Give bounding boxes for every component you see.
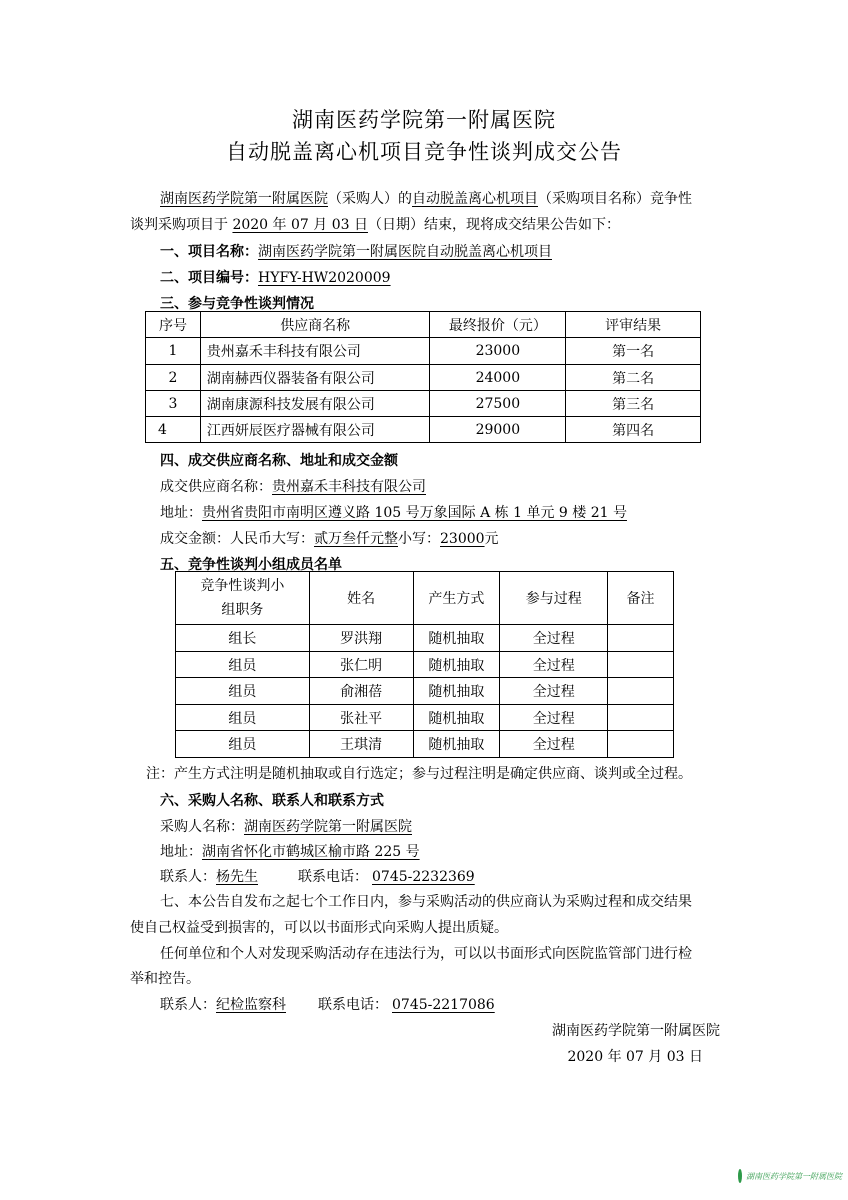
intro-line2-pre: 谈判采购项目于 (130, 217, 228, 233)
footer-org: 湖南医药学院第一附属医院 (552, 1023, 720, 1039)
table-row (146, 391, 701, 417)
buyer-name: 湖南医药学院第一附属医院 (244, 819, 412, 835)
member-name: 张社平 (309, 705, 413, 731)
intro-buyer-note: （采购人）的 (328, 191, 412, 207)
header-cell: 评审结果 (566, 312, 701, 338)
winner-name-line (160, 476, 426, 496)
winner-address-label: 地址： (160, 505, 202, 521)
member-remark (608, 731, 674, 758)
amount-label: 成交金额：人民币大写： (160, 531, 314, 547)
intro-buyer: 湖南医药学院第一附属医院 (160, 191, 328, 207)
amount-upper: 贰万叁仟元整 (314, 531, 398, 547)
header-cell: 竞争性谈判小 组职务 (176, 572, 310, 625)
review-result: 第四名 (566, 417, 701, 443)
page-subtitle: 自动脱盖离心机项目竞争性谈判成交公告 (226, 140, 622, 164)
buyer-name-label: 采购人名称： (160, 819, 244, 835)
table-row (146, 417, 701, 443)
member-name: 王琪清 (309, 731, 413, 758)
header-cell: 序号 (146, 312, 201, 338)
project-name: 湖南医药学院第一附属医院自动脱盖离心机项目 (258, 244, 552, 260)
header-cell: 备注 (608, 572, 674, 625)
member-remark (608, 705, 674, 731)
supplier-name: 江西妍辰医疗器械有限公司 (200, 417, 430, 443)
table-row (176, 678, 674, 705)
buyer-contact-label: 联系人： (160, 869, 216, 885)
s7-p1-line1: 七、本公告自发布之起七个工作日内，参与采购活动的供应商认为采购过程和成交结果 (160, 894, 692, 910)
amount-lower: 23000 (440, 531, 485, 547)
supervision-contact-label: 联系人： (160, 997, 216, 1013)
intro-project-note: （采购项目名称）竞争性 (538, 191, 692, 207)
winner-address: 贵州省贵阳市南明区遵义路 105 号万象国际 A 栋 1 单元 9 楼 21 号 (202, 505, 627, 521)
section-3-label: 三、参与竞争性谈判情况 (160, 296, 314, 312)
member-name: 张仁明 (309, 652, 413, 678)
table-row (176, 731, 674, 758)
table-row (146, 338, 701, 365)
buyer-address-label: 地址： (160, 844, 202, 860)
buyer-phone: 0745-2232369 (372, 869, 475, 885)
member-method: 随机抽取 (413, 652, 500, 678)
supervision-phone: 0745-2217086 (392, 997, 495, 1013)
hospital-logo (738, 1167, 842, 1185)
winner-name-label: 成交供应商名称： (160, 479, 272, 495)
header-cell: 最终报价（元） (430, 312, 566, 338)
section-2 (160, 267, 391, 287)
footer-date: 2020 年 07 月 03 日 (567, 1049, 703, 1065)
member-role: 组员 (176, 678, 310, 705)
final-price: 24000 (430, 365, 566, 391)
member-process: 全过程 (500, 625, 608, 652)
member-remark (608, 652, 674, 678)
header-cell: 产生方式 (413, 572, 500, 625)
buyer-contact: 杨先生 (216, 869, 258, 885)
buyer-contact-line (160, 866, 479, 886)
winner-address-line (160, 502, 627, 522)
supervision-phone-label: 联系电话： (318, 997, 388, 1013)
header-cell: 供应商名称 (200, 312, 430, 338)
intro-line2-post: （日期）结束，现将成交结果公告如下： (367, 217, 620, 233)
review-result: 第三名 (566, 391, 701, 417)
row-index: 1 (146, 338, 201, 365)
intro-line-2 (130, 214, 620, 234)
s7-p2-line1: 任何单位和个人对发现采购活动存在违法行为，可以以书面形式向医院监管部门进行检 (160, 946, 692, 962)
buyer-address: 湖南省怀化市鹤城区榆市路 225 号 (202, 844, 420, 860)
member-method: 随机抽取 (413, 625, 500, 652)
section-6-label: 六、采购人名称、联系人和联系方式 (160, 793, 384, 809)
winner-name: 贵州嘉禾丰科技有限公司 (272, 479, 426, 495)
member-remark (608, 625, 674, 652)
table-row (176, 652, 674, 678)
supervision-contact-line (160, 994, 499, 1014)
member-name: 俞湘蓓 (309, 678, 413, 705)
supplier-name: 贵州嘉禾丰科技有限公司 (200, 338, 430, 365)
buyer-address-line (160, 841, 420, 861)
winner-amount-line (160, 528, 499, 548)
member-process: 全过程 (500, 705, 608, 731)
member-process: 全过程 (500, 731, 608, 758)
section-2-label: 二、项目编号： (160, 270, 258, 286)
panel-table (175, 571, 674, 758)
intro-line-1 (160, 188, 692, 208)
intro-project: 自动脱盖离心机项目 (412, 191, 538, 207)
member-process: 全过程 (500, 678, 608, 705)
member-process: 全过程 (500, 652, 608, 678)
supervision-contact: 纪检监察科 (216, 997, 286, 1013)
table-note: 注：产生方式注明是随机抽取或自行选定；参与过程注明是确定供应商、谈判或全过程。 (146, 766, 692, 782)
hospital-logo-icon (738, 1169, 742, 1183)
intro-date: 2020 年 07 月 03 日 (232, 217, 368, 233)
section-1-label: 一、项目名称： (160, 244, 258, 260)
review-result: 第二名 (566, 365, 701, 391)
supplier-name: 湖南康源科技发展有限公司 (200, 391, 430, 417)
s7-p2-line2: 举和控告。 (130, 971, 200, 987)
amount-unit: 元 (484, 531, 499, 547)
member-role: 组员 (176, 652, 310, 678)
section-5-label: 五、竞争性谈判小组成员名单 (160, 557, 342, 573)
amount-small-label: 小写： (398, 531, 440, 547)
final-price: 27500 (430, 391, 566, 417)
member-role: 组员 (176, 705, 310, 731)
member-method: 随机抽取 (413, 731, 500, 758)
hospital-logo-text: 湖南医药学院第一附属医院 (746, 1171, 842, 1181)
buyer-phone-label: 联系电话： (298, 869, 368, 885)
member-role: 组员 (176, 731, 310, 758)
review-result: 第一名 (566, 338, 701, 365)
member-method: 随机抽取 (413, 678, 500, 705)
bid-table-header (146, 312, 701, 338)
panel-table-header (176, 572, 674, 625)
supplier-name: 湖南赫西仪器装备有限公司 (200, 365, 430, 391)
project-number: HYFY-HW2020009 (258, 270, 391, 286)
final-price: 23000 (430, 338, 566, 365)
member-remark (608, 678, 674, 705)
header-cell: 姓名 (309, 572, 413, 625)
bid-table (145, 311, 701, 443)
final-price: 29000 (430, 417, 566, 443)
member-name: 罗洪翔 (309, 625, 413, 652)
page-title: 湖南医药学院第一附属医院 (292, 108, 556, 132)
s7-p1-line2: 使自己权益受到损害的，可以以书面形式向采购人提出质疑。 (130, 920, 508, 936)
row-index: 2 (146, 365, 201, 391)
table-row (146, 365, 701, 391)
row-index: 4 (146, 417, 201, 443)
table-row (176, 625, 674, 652)
section-1 (160, 241, 552, 261)
member-role: 组长 (176, 625, 310, 652)
buyer-name-line (160, 816, 412, 836)
member-method: 随机抽取 (413, 705, 500, 731)
section-4-label: 四、成交供应商名称、地址和成交金额 (160, 453, 398, 469)
header-cell: 参与过程 (500, 572, 608, 625)
row-index: 3 (146, 391, 201, 417)
table-row (176, 705, 674, 731)
